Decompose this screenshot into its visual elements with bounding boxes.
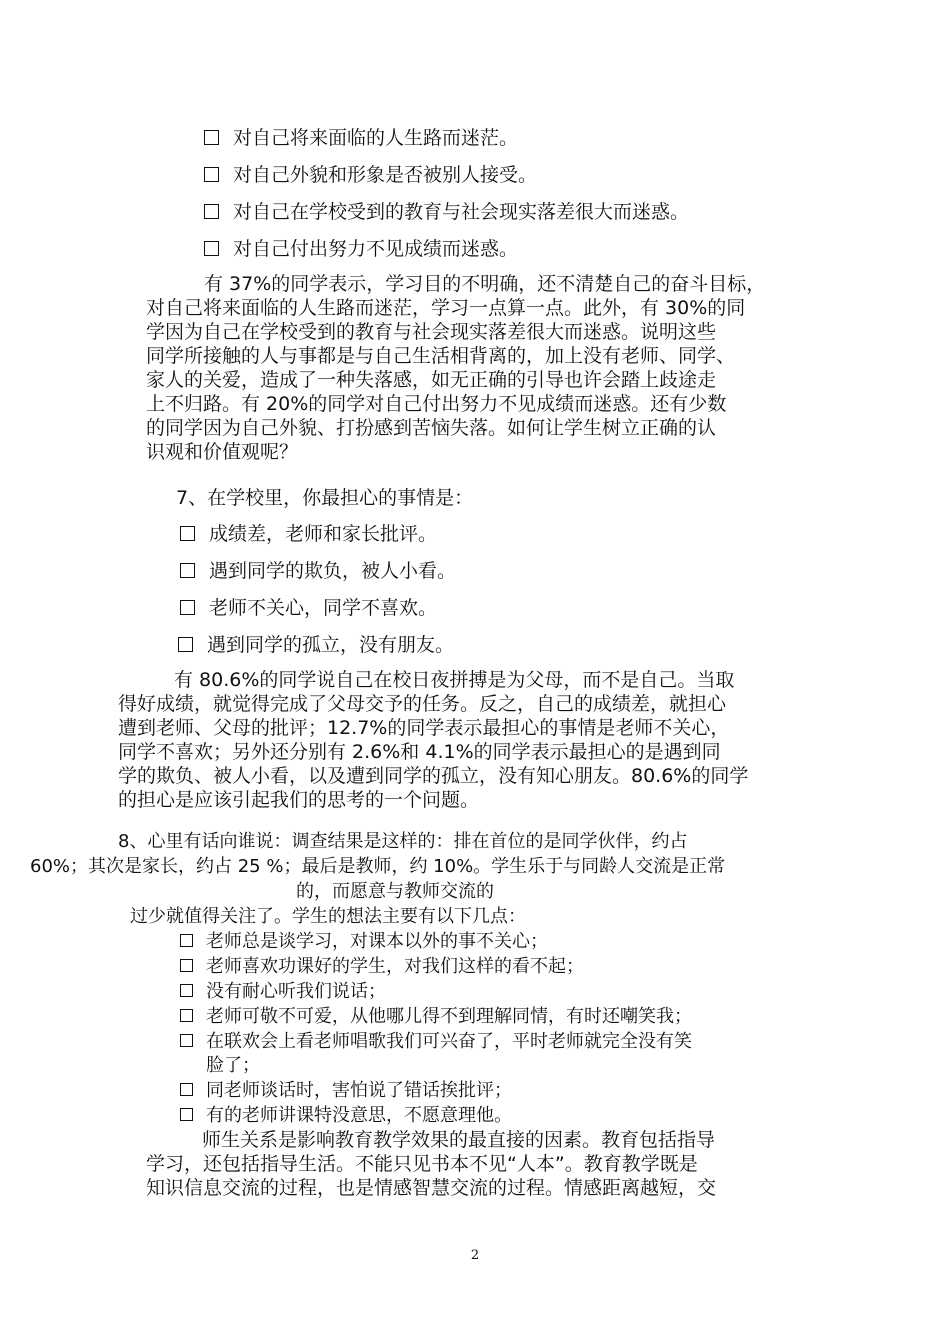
paragraph-line: 有 37%的同学表示，学习目的不明确，还不清楚自己的奋斗目标，: [204, 273, 766, 295]
checkbox-square-icon: [180, 984, 193, 997]
checkbox-square-icon: [180, 934, 193, 947]
option-item: [180, 981, 386, 1003]
question-8-line: 过少就值得关注了。学生的想法主要有以下几点：: [130, 906, 526, 927]
question-8-line: 8、心里有话向谁说：调查结果是这样的：排在首位的是同学伙伴，约占: [118, 831, 688, 852]
option-text: 老师总是谈学习，对课本以外的事不关心；: [206, 931, 548, 952]
checkbox-square-icon: [180, 1034, 193, 1047]
paragraph-line: 的同学因为自己外貌、打扮感到苦恼失落。如何让学生树立正确的认: [146, 417, 717, 439]
option-item: [180, 1031, 692, 1053]
option-text: 在联欢会上看老师唱歌我们可兴奋了，平时老师就完全没有笑: [206, 1031, 692, 1052]
option-item: [180, 931, 548, 953]
option-text: 成绩差，老师和家长批评。: [209, 523, 438, 545]
option-item: [180, 1006, 692, 1028]
option-item: [204, 163, 537, 187]
option-text: 老师喜欢功课好的学生，对我们这样的看不起；: [206, 956, 584, 977]
paragraph-analysis-b: [118, 668, 808, 812]
checkbox-square-icon: [204, 130, 219, 145]
paragraph-line: 得好成绩，就觉得完成了父母交予的任务。反之，自己的成绩差，就担心: [118, 693, 727, 715]
paragraph-line: 家人的关爱，造成了一种失落感，如无正确的引导也许会踏上歧途走: [146, 369, 717, 391]
checkbox-square-icon: [180, 1009, 193, 1022]
paragraph-line: 师生关系是影响教育教学效果的最直接的因素。教育包括指导: [202, 1129, 716, 1151]
checkbox-square-icon: [180, 600, 195, 615]
question-8-line: 的，而愿意与教师交流的: [296, 881, 494, 902]
option-text: 有的老师讲课特没意思，不愿意理他。: [206, 1105, 512, 1126]
option-item: [180, 1105, 512, 1127]
checkbox-square-icon: [180, 563, 195, 578]
option-item: [180, 956, 584, 978]
paragraph-line: 学因为自己在学校受到的教育与社会现实落差很大而迷惑。说明这些: [146, 321, 717, 343]
checkbox-square-icon: [204, 241, 219, 256]
page-number: 2: [470, 1248, 480, 1263]
option-item: [180, 596, 437, 620]
option-item: [180, 1080, 512, 1102]
option-item: [204, 237, 518, 261]
checkbox-square-icon: [180, 1083, 193, 1096]
paragraph-line: 有 80.6%的同学说自己在校日夜拼搏是为父母，而不是自己。当取: [174, 669, 735, 691]
option-item: [204, 126, 518, 150]
checkbox-square-icon: [204, 204, 219, 219]
option-text: 同老师谈话时，害怕说了错话挨批评；: [206, 1080, 512, 1101]
checkbox-square-icon: [178, 637, 193, 652]
option-text: 遇到同学的孤立，没有朋友。: [207, 634, 455, 656]
option-text: 没有耐心听我们说话；: [206, 981, 386, 1002]
checkbox-square-icon: [180, 1108, 193, 1121]
paragraph-line: 同学所接触的人与事都是与自己生活相背离的，加上没有老师、同学、: [146, 345, 736, 367]
question-8-line: 60%；其次是家长，约占 25 %；最后是教师，约 10%。学生乐于与同龄人交流是正常: [30, 856, 726, 877]
paragraph-analysis-a: [146, 272, 806, 464]
paragraph-analysis-c: [146, 1128, 808, 1200]
option-text: 遇到同学的欺负，被人小看。: [209, 560, 457, 582]
checkbox-square-icon: [180, 526, 195, 541]
option-item: [180, 522, 437, 546]
checkbox-square-icon: [180, 959, 193, 972]
option-item: [204, 200, 689, 224]
paragraph-line: 识观和价值观呢？: [146, 441, 299, 463]
option-text: 对自己外貌和形象是否被别人接受。: [233, 164, 538, 186]
paragraph-line: 学的欺负、被人小看，以及遭到同学的孤立，没有知心朋友。80.6%的同学: [118, 765, 749, 787]
paragraph-line: 学习，还包括指导生活。不能只见书本不见“人本”。教育教学既是: [146, 1153, 698, 1175]
option-text: 对自己付出努力不见成绩而迷惑。: [233, 238, 519, 260]
option-item-continuation: 脸了；: [206, 1055, 260, 1076]
paragraph-line: 遭到老师、父母的批评；12.7%的同学表示最担心的事情是老师不关心，: [118, 717, 730, 739]
paragraph-line: 上不归路。有 20%的同学对自己付出努力不见成绩而迷惑。还有少数: [146, 393, 727, 415]
checkbox-square-icon: [204, 167, 219, 182]
question-7-heading: 7、在学校里，你最担心的事情是：: [176, 487, 474, 509]
paragraph-line: 的担心是应该引起我们的思考的一个问题。: [118, 789, 480, 811]
option-item: [178, 633, 454, 657]
option-text: 对自己在学校受到的教育与社会现实落差很大而迷惑。: [233, 201, 690, 223]
option-text: 对自己将来面临的人生路而迷茫。: [233, 127, 519, 149]
option-item: [180, 559, 456, 583]
option-text: 老师可敬不可爱，从他哪儿得不到理解同情，有时还嘲笑我；: [206, 1006, 692, 1027]
option-text: 老师不关心，同学不喜欢。: [209, 597, 438, 619]
paragraph-line: 同学不喜欢；另外还分别有 2.6%和 4.1%的同学表示最担心的是遇到同: [118, 741, 721, 763]
paragraph-line: 知识信息交流的过程，也是情感智慧交流的过程。情感距离越短，交: [146, 1177, 717, 1199]
paragraph-line: 对自己将来面临的人生路而迷茫，学习一点算一点。此外，有 30%的同: [146, 297, 746, 319]
